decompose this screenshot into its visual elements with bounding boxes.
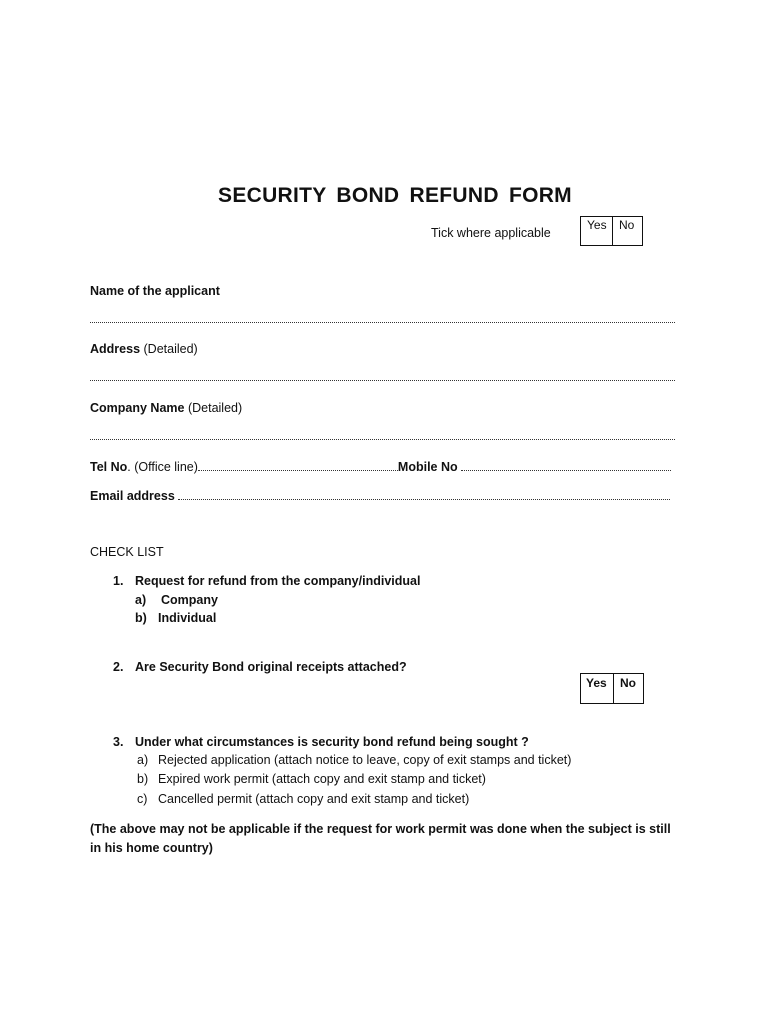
address-note: (Detailed)	[143, 342, 198, 356]
checklist-item-2-number: 2.	[113, 660, 124, 674]
checklist-item-1a-text: Company	[161, 593, 218, 607]
company-name-note: (Detailed)	[187, 401, 243, 415]
receipts-yes-cell[interactable]	[581, 674, 614, 704]
checklist-item-1b-letter: b)	[135, 611, 147, 625]
checklist-item-3c-text: Cancelled permit (attach copy and exit stamp and ticket)	[158, 792, 470, 806]
form-title: SECURITY BOND REFUND FORM	[218, 184, 572, 207]
mobile-label: Mobile No	[397, 460, 458, 474]
checklist-item-1-text: Request for refund from the company/individual	[135, 574, 421, 588]
phone-row	[90, 459, 671, 474]
tick-instruction: Tick where applicable	[431, 226, 551, 240]
receipts-yes-label: Yes	[586, 676, 607, 690]
company-label-row	[90, 401, 242, 415]
tel-note: . (Office line)	[127, 460, 198, 474]
checklist-item-3-text: Under what circumstances is security bond refund being sought ?	[135, 735, 529, 749]
checklist-item-2-text: Are Security Bond original receipts attached?	[135, 660, 407, 674]
email-label: Email address	[90, 489, 175, 503]
tel-label: Tel No	[90, 460, 128, 474]
checklist-item-1-number: 1.	[113, 574, 124, 588]
tick-no-cell[interactable]	[613, 217, 643, 246]
company-name-field[interactable]	[90, 437, 675, 440]
tick-yes-label: Yes	[587, 218, 607, 232]
address-label-row	[90, 342, 198, 356]
checklist-item-3b-text: Expired work permit (attach copy and exit stamp and ticket)	[158, 772, 486, 786]
receipts-no-cell[interactable]	[614, 674, 644, 704]
applicant-name-label: Name of the applicant	[90, 284, 220, 298]
checklist-item-3b-letter: b)	[137, 772, 149, 786]
tick-no-label: No	[619, 218, 635, 232]
checklist-item-3a-text: Rejected application (attach notice to leave, copy of exit stamps and ticket)	[158, 753, 572, 767]
checklist-item-3a-letter: a)	[137, 753, 149, 767]
checklist-item-3-number: 3.	[113, 735, 124, 749]
checklist-item-1b-text: Individual	[158, 611, 217, 625]
checklist-heading: CHECK LIST	[90, 545, 164, 559]
email-field[interactable]	[178, 488, 670, 500]
checklist-item-3c-letter: c)	[137, 792, 148, 806]
company-name-label: Company Name	[90, 401, 185, 415]
checklist-item-1a-letter: a)	[135, 593, 147, 607]
receipts-no-label: No	[620, 676, 636, 690]
email-row	[90, 488, 670, 503]
tick-yes-no-table	[580, 216, 643, 246]
address-field[interactable]	[90, 378, 675, 381]
receipts-yes-no-table	[580, 673, 644, 704]
address-label: Address	[90, 342, 141, 356]
checklist-note: (The above may not be applicable if the request for work permit was done when the subject is still in his home country)	[90, 822, 671, 855]
applicant-name-field[interactable]	[90, 320, 675, 323]
mobile-field[interactable]	[461, 459, 671, 471]
tel-field[interactable]	[198, 459, 398, 471]
tick-yes-cell[interactable]	[581, 217, 613, 246]
